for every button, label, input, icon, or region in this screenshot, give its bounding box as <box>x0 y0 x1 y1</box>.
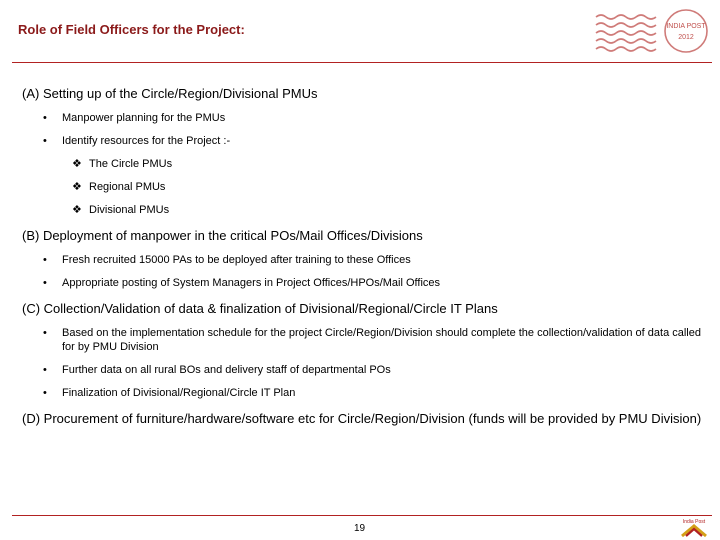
bottom-divider <box>12 515 712 516</box>
section-a-bullet-1: • Manpower planning for the PMUs <box>43 112 226 124</box>
section-a-sub-3: ❖ Divisional PMUs <box>72 204 170 216</box>
diamond-bullet-icon: ❖ <box>72 158 82 170</box>
section-b-bullet-1: • Fresh recruited 15000 PAs to be deployed after training to these Offices <box>43 254 411 266</box>
diamond-bullet-icon: ❖ <box>72 204 82 216</box>
section-b-heading: (B) Deployment of manpower in the critical POs/Mail Offices/Divisions <box>22 228 423 243</box>
stamp-text-top: INDIA POST <box>666 23 706 30</box>
section-a-heading: (A) Setting up of the Circle/Region/Divisional PMUs <box>22 86 318 101</box>
top-divider <box>12 62 712 63</box>
section-b-bullet-2: • Appropriate posting of System Managers in Project Offices/HPOs/Mail Offices <box>43 277 441 289</box>
slide-title: Role of Field Officers for the Project: <box>18 22 245 37</box>
bullet-icon: • <box>43 387 47 399</box>
logo-text: India Post <box>682 519 706 525</box>
bullet-icon: • <box>43 135 47 147</box>
section-a-bullet-2: • Identify resources for the Project :- <box>43 135 231 147</box>
india-post-logo-icon <box>672 516 716 538</box>
bullet-icon: • <box>43 364 47 376</box>
section-c-heading: (C) Collection/Validation of data & finalization of Divisional/Regional/Circle IT Plans <box>22 301 498 316</box>
section-c-bullet-2: • Further data on all rural BOs and delivery staff of departmental POs <box>43 364 391 376</box>
section-c-bullet-3: • Finalization of Divisional/Regional/Circle IT Plan <box>43 387 296 399</box>
section-a-sub-2: ❖ Regional PMUs <box>72 181 166 193</box>
section-a-sub-1: ❖ The Circle PMUs <box>72 158 173 170</box>
section-c-bullet-1: • Based on the implementation schedule for the project Circle/Region/Division should complete the collection/validation of data called for by PMU Division <box>43 327 701 353</box>
postmark-stamp-icon <box>594 8 712 54</box>
bullet-icon: • <box>43 254 47 266</box>
section-d-heading: (D) Procurement of furniture/hardware/software etc for Circle/Region/Division (funds will be provided by PMU Division) <box>22 411 702 426</box>
bullet-icon: • <box>43 112 47 124</box>
stamp-text-year: 2012 <box>678 34 694 41</box>
page-number: 19 <box>354 523 366 534</box>
bullet-icon: • <box>43 277 47 289</box>
bullet-icon: • <box>43 327 47 339</box>
diamond-bullet-icon: ❖ <box>72 181 82 193</box>
